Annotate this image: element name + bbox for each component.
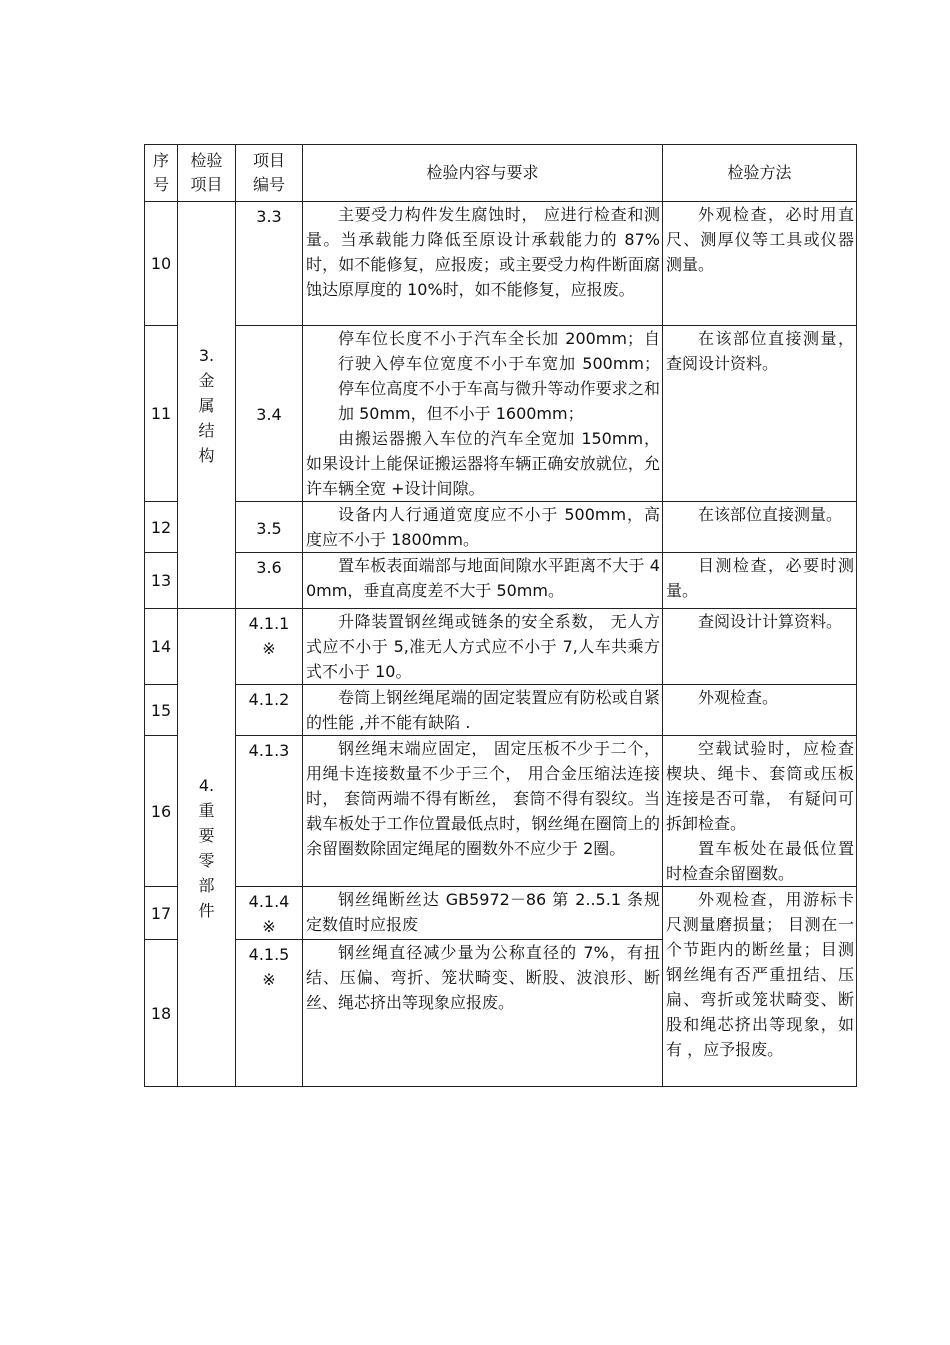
header-group: 检验项目: [178, 145, 236, 202]
table-row: [145, 326, 857, 502]
row-content: 钢丝绳直径减少量为公称直径的 7%，有扭结、压偏、弯折、笼状畸变、断股、波浪形、断丝、绳芯挤出等现象应报废。: [303, 940, 663, 1087]
mark-symbol: ※: [262, 917, 276, 936]
row-code: 4.1.2: [236, 685, 303, 736]
table-row: [145, 887, 857, 940]
group-key-components: 4.重要零部件: [178, 609, 236, 1087]
header-seq: 序号: [145, 145, 178, 202]
inspection-table: [144, 144, 857, 1087]
table-row: [145, 202, 857, 326]
table-row: [145, 685, 857, 736]
row-content: 主要受力构件发生腐蚀时， 应进行检查和测量。当承载能力降低至原设计承载能力的 87%时，如不能修复，应报废；或主要受力构件断面腐蚀达原厚度的 10%时，如不能修复，应报废。: [303, 202, 663, 326]
table-row: [145, 609, 857, 685]
row-code: 3.6: [236, 553, 303, 609]
header-method: 检验方法: [663, 145, 857, 202]
header-row: [145, 145, 857, 202]
row-seq: 16: [145, 736, 178, 887]
table-row: [145, 736, 857, 887]
row-seq: 17: [145, 887, 178, 940]
row-content: 置车板表面端部与地面间隙水平距离不大于 40mm，垂直高度差不大于 50mm。: [303, 553, 663, 609]
row-method: 外观检查。: [663, 685, 857, 736]
row-code: 4.1.5 ※: [236, 940, 303, 1087]
row-code: 4.1.3: [236, 736, 303, 887]
row-method: 目测检查，必要时测量。: [663, 553, 857, 609]
row-method: 外观检查，必时用直尺、测厚仪等工具或仪器测量。: [663, 202, 857, 326]
row-code: 4.1.4 ※: [236, 887, 303, 940]
header-code: 项目编号: [236, 145, 303, 202]
row-method: 空载试验时，应检查楔块、绳卡、套筒或压板连接是否可靠， 有疑问可拆卸检查。 置车板处在最低位置时检查余留圈数。: [663, 736, 857, 887]
row-seq: 15: [145, 685, 178, 736]
header-content: 检验内容与要求: [303, 145, 663, 202]
row-seq: 10: [145, 202, 178, 326]
row-method: 在该部位直接测量，查阅设计资料。: [663, 326, 857, 502]
row-method: 外观检查，用游标卡尺测量磨损量； 目测在一个节距内的断丝量；目测钢丝绳有否严重扭结、压扁、弯折或笼状畸变、断股和绳芯挤出等现象，如有 ，应予报废。: [663, 887, 857, 1087]
row-code: 3.3: [236, 202, 303, 326]
row-code: 3.5: [236, 502, 303, 553]
row-content: 钢丝绳末端应固定， 固定压板不少于二个，用绳卡连接数量不少于三个， 用合金压缩法连接时， 套筒两端不得有断丝， 套筒不得有裂纹。当载车板处于工作位置最低点时，钢丝绳在圈筒上的余留圈数除固定绳尾的圈数外不应少于 2圈。: [303, 736, 663, 887]
row-seq: 12: [145, 502, 178, 553]
row-method: 查阅设计计算资料。: [663, 609, 857, 685]
row-seq: 11: [145, 326, 178, 502]
row-code: 4.1.1 ※: [236, 609, 303, 685]
row-seq: 13: [145, 553, 178, 609]
mark-symbol: ※: [262, 639, 276, 658]
row-content: 卷筒上钢丝绳尾端的固定装置应有防松或自紧的性能 ,并不能有缺陷 .: [303, 685, 663, 736]
row-method: 在该部位直接测量。: [663, 502, 857, 553]
row-content: 升降装置钢丝绳或链条的安全系数， 无人方式应不小于 5,准无人方式应不小于 7,人车共乘方式不小于 10。: [303, 609, 663, 685]
table-row: [145, 553, 857, 609]
mark-symbol: ※: [262, 970, 276, 989]
row-seq: 14: [145, 609, 178, 685]
row-content: 停车位长度不小于汽车全长加 200mm；自行驶入停车位宽度不小于车宽加 500mm；停车位高度不小于车高与微升等动作要求之和加 50mm，但不小于 1600mm； 由搬运器搬入车位的汽车全宽加 150mm，如果设计上能保证搬运器将车辆正确安放就位，允许车辆全宽 +设计间隙。: [303, 326, 663, 502]
row-content: 钢丝绳断丝达 GB5972－86 第 2..5.1 条规定数值时应报废: [303, 887, 663, 940]
group-metal-structure: 3.金属结构: [178, 202, 236, 609]
table-row: [145, 502, 857, 553]
row-content: 设备内人行通道宽度应不小于 500mm，高度应不小于 1800mm。: [303, 502, 663, 553]
row-code: 3.4: [236, 326, 303, 502]
row-seq: 18: [145, 940, 178, 1087]
